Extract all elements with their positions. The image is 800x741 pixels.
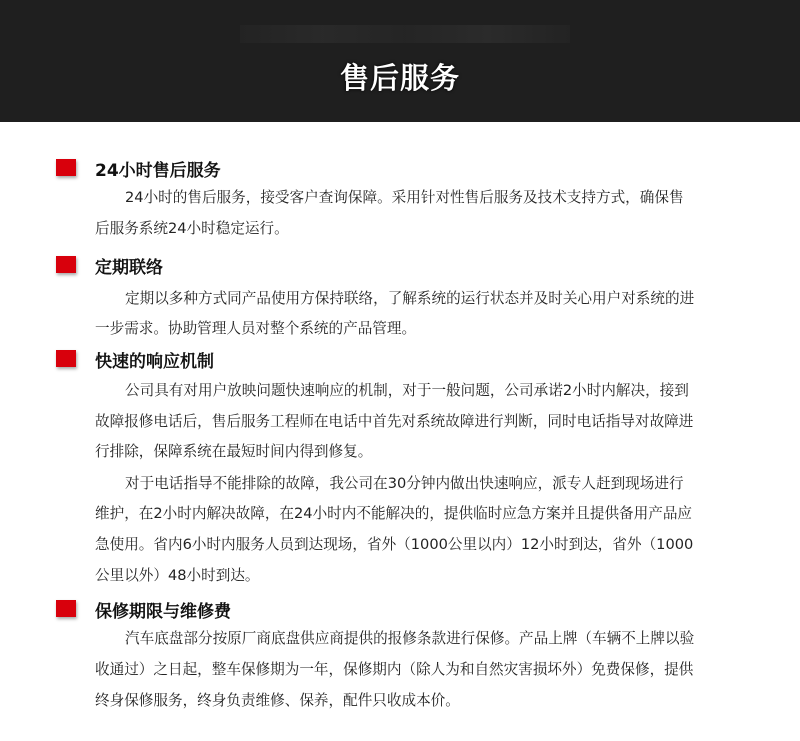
faded-banner-text bbox=[240, 25, 570, 43]
body-text-line: 公里以外）48小时到达。 bbox=[95, 567, 260, 584]
body-text-line: 收通过）之日起，整车保修期为一年，保修期内（除人为和自然灾害损坏外）免费保修，提供 bbox=[95, 661, 694, 678]
body-text-line: 后服务系统24小时稳定运行。 bbox=[95, 220, 289, 237]
body-text-line: 故障报修电话后，售后服务工程师在电话中首先对系统故障进行判断，同时电话指导对故障进 bbox=[95, 413, 694, 430]
body-text-line: 急使用。省内6小时内服务人员到达现场，省外（1000公里以内）12小时到达，省外（1000 bbox=[95, 536, 694, 553]
red-square-bullet-icon bbox=[56, 350, 76, 367]
body-text-line: 定期以多种方式同产品使用方保持联络，了解系统的运行状态并及时关心用户对系统的进 bbox=[125, 290, 695, 307]
page-title: 售后服务 bbox=[339, 61, 460, 95]
section-heading: 快速的响应机制 bbox=[95, 352, 214, 372]
body-text-line: 公司具有对用户放映问题快速响应的机制，对于一般问题，公司承诺2小时内解决，接到 bbox=[125, 382, 689, 399]
body-text-line: 汽车底盘部分按原厂商底盘供应商提供的报修条款进行保修。产品上牌（车辆不上牌以验 bbox=[125, 630, 695, 647]
body-text-line: 行排除，保障系统在最短时间内得到修复。 bbox=[95, 443, 373, 460]
page-header bbox=[0, 0, 800, 122]
section-heading: 保修期限与维修费 bbox=[95, 602, 231, 622]
body-text-line: 维护，在2小时内解决故障，在24小时内不能解决的，提供临时应急方案并且提供备用产品应 bbox=[95, 505, 693, 522]
body-text-line: 终身保修服务，终身负责维修、保养，配件只收成本价。 bbox=[95, 692, 460, 709]
body-text-line: 24小时的售后服务，接受客户查询保障。采用针对性售后服务及技术支持方式，确保售 bbox=[125, 189, 684, 206]
red-square-bullet-icon bbox=[56, 256, 76, 273]
body-text-line: 一步需求。协助管理人员对整个系统的产品管理。 bbox=[95, 320, 417, 337]
body-text-line: 对于电话指导不能排除的故障，我公司在30分钟内做出快速响应，派专人赶到现场进行 bbox=[125, 475, 684, 492]
red-square-bullet-icon bbox=[56, 600, 76, 617]
red-square-bullet-icon bbox=[56, 159, 76, 176]
section-heading: 定期联络 bbox=[95, 258, 163, 278]
section-heading: 24小时售后服务 bbox=[95, 161, 221, 181]
